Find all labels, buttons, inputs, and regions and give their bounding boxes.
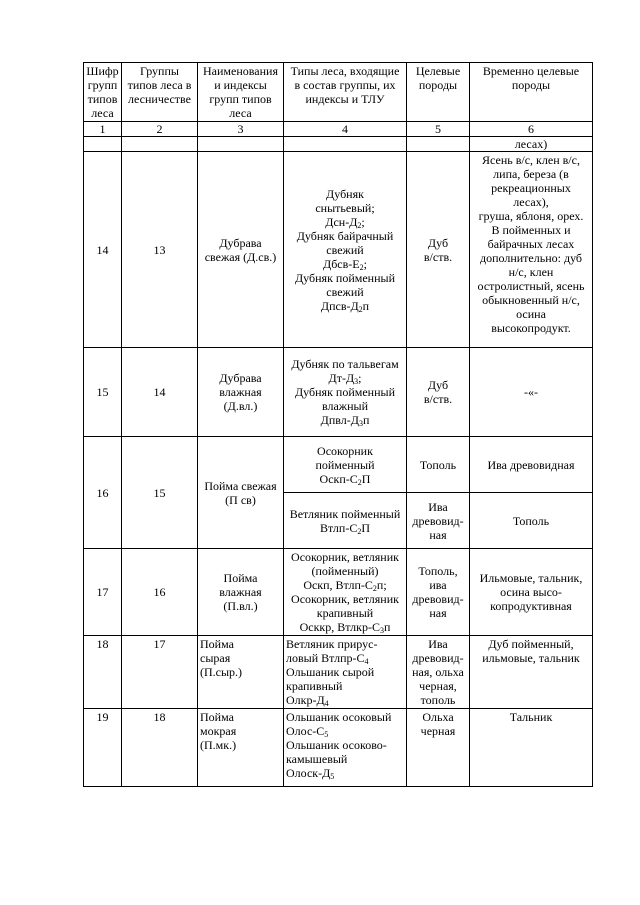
column-number: 6 bbox=[470, 122, 593, 137]
cell-group: 18 bbox=[122, 709, 198, 787]
cell-cipher: 16 bbox=[84, 437, 122, 549]
cell-group-name: Пойма свежая (П св) bbox=[198, 437, 284, 549]
cell-temporary-species: Ясень в/с, клен в/с, липа, береза (в рекреационных лесах), груша, яблоня, орех. В пойменных и байрачных лесах дополнительно: дуб н/с, клен остролистный, ясень обыкновенный н/с, осина высокопродукт. bbox=[470, 152, 593, 348]
cell-temporary-species: -«- bbox=[470, 348, 593, 437]
cell-forest-types: Ольшаник осоковый Олос-$С_5$ Ольшаник осоково- камышевый Олоск-$Д_5$ bbox=[284, 709, 407, 787]
cell-target-species: Тополь, ива древовид- ная bbox=[407, 549, 470, 636]
cell-cipher: 18 bbox=[84, 636, 122, 709]
cell-forest-types: Осокорник пойменный Оскп-$С_2П$ bbox=[284, 437, 407, 493]
cell-group-name: Пойма влажная (П.вл.) bbox=[198, 549, 284, 636]
cell-cipher: 19 bbox=[84, 709, 122, 787]
column-number: 1 bbox=[84, 122, 122, 137]
cell-forest-types: Дубняк снытьевый; Дсн-$Д_2$; Дубняк байрачный свежий Дбсв-$Е_2$; Дубняк пойменный свежий Дпсв-$Д_2п$ bbox=[284, 152, 407, 348]
cell-cipher: 15 bbox=[84, 348, 122, 437]
cell-temporary-species: Тополь bbox=[470, 493, 593, 549]
cell-temporary-species: Ива древовидная bbox=[470, 437, 593, 493]
cell-cipher: 14 bbox=[84, 152, 122, 348]
cell-group-name: Дубрава влажная (Д.вл.) bbox=[198, 348, 284, 437]
cell-group: 14 bbox=[122, 348, 198, 437]
cell-group-name: Пойма мокрая (П.мк.) bbox=[198, 709, 284, 787]
column-number: 4 bbox=[284, 122, 407, 137]
header-target-species: Целевые породы bbox=[407, 63, 470, 122]
table-row-19 bbox=[84, 709, 593, 787]
cell-group-name: Пойма сырая (П.сыр.) bbox=[198, 636, 284, 709]
cell-target-species: Дуб в/ств. bbox=[407, 348, 470, 437]
cell-forest-types: Дубняк по тальвегам $Дт-Д_3$; Дубняк пойменный влажный Дпвл-$Д_3п$ bbox=[284, 348, 407, 437]
cell-target-species: Дуб в/ств. bbox=[407, 152, 470, 348]
column-number-row bbox=[84, 122, 593, 137]
table-row-18 bbox=[84, 636, 593, 709]
header-cipher: Шифр групп типов леса bbox=[84, 63, 122, 122]
cell-forest-types: Ветляник пойменный Втлп-$С_2П$ bbox=[284, 493, 407, 549]
carryover-row bbox=[84, 137, 593, 152]
carryover-text: лесах) bbox=[470, 137, 593, 152]
cell-target-species: Ольха черная bbox=[407, 709, 470, 787]
table-row-14 bbox=[84, 152, 593, 348]
cell-temporary-species: Дуб пойменный, ильмовые, тальник bbox=[470, 636, 593, 709]
column-number: 3 bbox=[198, 122, 284, 137]
cell-group: 17 bbox=[122, 636, 198, 709]
cell-target-species: Ива древовид- ная bbox=[407, 493, 470, 549]
cell-target-species: Ива древовид- ная, ольха черная, тополь bbox=[407, 636, 470, 709]
table-row-15 bbox=[84, 348, 593, 437]
header-groups: Группы типов леса в лесничестве bbox=[122, 63, 198, 122]
cell-group: 13 bbox=[122, 152, 198, 348]
cell-target-species: Тополь bbox=[407, 437, 470, 493]
cell-temporary-species: Тальник bbox=[470, 709, 593, 787]
cell-temporary-species: Ильмовые, тальник, осина высо- копродуктивная bbox=[470, 549, 593, 636]
column-number: 2 bbox=[122, 122, 198, 137]
cell-cipher: 17 bbox=[84, 549, 122, 636]
cell-group: 15 bbox=[122, 437, 198, 549]
table-row-17 bbox=[84, 549, 593, 636]
cell-group-name: Дубрава свежая (Д.св.) bbox=[198, 152, 284, 348]
header-temporary-species: Временно целевые породы bbox=[470, 63, 593, 122]
header-row bbox=[84, 63, 593, 122]
header-names: Наименования и индексы групп типов леса bbox=[198, 63, 284, 122]
header-forest-types: Типы леса, входящие в состав группы, их индексы и ТЛУ bbox=[284, 63, 407, 122]
cell-forest-types: Осокорник, ветляник (пойменный) Оскп, Втлп-$С_2п$; Осокорник, ветляник крапивный Осккр, Втлкр-$С_3п$ bbox=[284, 549, 407, 636]
column-number: 5 bbox=[407, 122, 470, 137]
cell-group: 16 bbox=[122, 549, 198, 636]
forest-types-table bbox=[83, 62, 593, 787]
cell-forest-types: Ветляник прирус- ловый Втлпр-$С_4$ Ольшаник сырой крапивный Олкр-$Д_4$ bbox=[284, 636, 407, 709]
table-row-16 bbox=[84, 437, 593, 493]
